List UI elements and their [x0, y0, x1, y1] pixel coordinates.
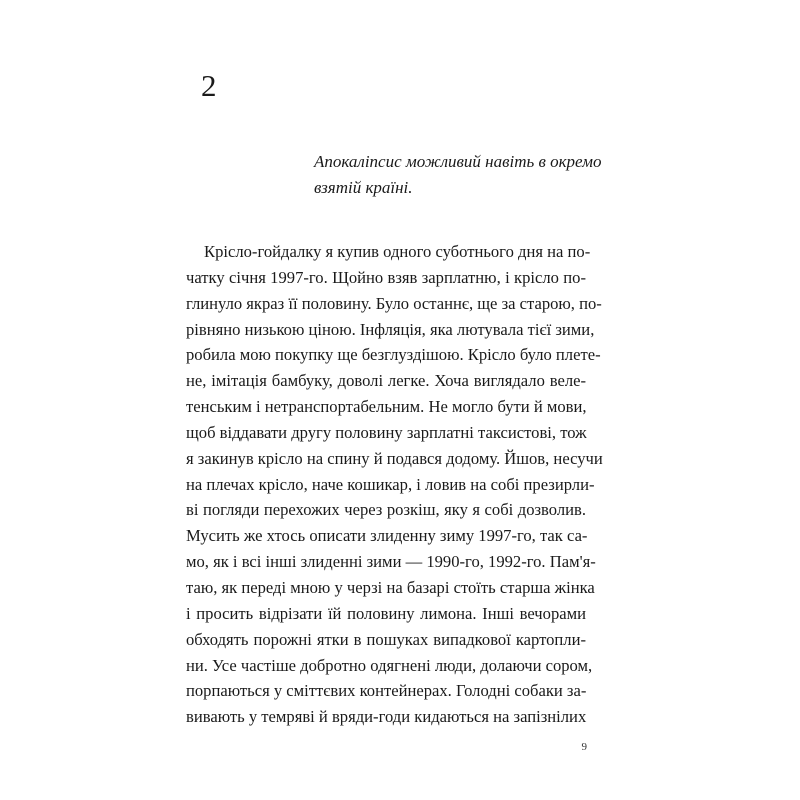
body-line: ві погляди перехожих через розкіш, яку я собі дозволив.	[186, 500, 586, 520]
body-line: таю, як переді мною у черзі на базарі стоїть старша жінка	[186, 577, 595, 597]
body-line: рівняно низькою ціною. Інфляція, яка лютувала тієї зими,	[186, 319, 595, 339]
body-line: Крісло-гойдалку я купив одного суботнього дня на по-	[204, 242, 591, 261]
body-line: на плечах крісло, наче кошикар, і ловив на собі презирли-	[186, 474, 595, 494]
page-number: 9	[581, 741, 587, 753]
chapter-number: 2	[201, 68, 217, 103]
body-line: порпаються у сміттєвих контейнерах. Голодні собаки за-	[186, 681, 587, 701]
epigraph-line: Апокаліпсис можливий навіть в окремо	[314, 152, 602, 171]
body-line: я закинув крісло на спину й подався додому. Йшов, несучи	[186, 448, 603, 468]
body-paragraph	[186, 239, 603, 730]
body-line: щоб віддавати другу половину зарплатні таксистові, тож	[186, 422, 587, 442]
body-line: вивають у темряві й вряди-годи кидаються на запізнілих	[186, 707, 587, 727]
epigraph-line: взятій країні.	[314, 178, 413, 197]
body-line: глинуло якраз її половину. Було останнє, ще за старою, по-	[186, 293, 602, 313]
body-line: робила мою покупку ще безглуздішою. Крісло було плете-	[186, 345, 601, 365]
body-line: чатку січня 1997-го. Щойно взяв зарплатню, і крісло по-	[186, 267, 586, 287]
body-line: обходять порожні ятки в пошуках випадкової картопли-	[186, 629, 586, 649]
epigraph	[314, 149, 614, 201]
body-line: ни. Усе частіше добротно одягнені люди, долаючи сором,	[186, 655, 593, 675]
body-line: не, імітація бамбуку, доволі легке. Хоча виглядало веле-	[186, 371, 586, 391]
body-line: Мусить же хтось описати злиденну зиму 1997-го, так са-	[186, 526, 588, 546]
body-line: тенським і нетранспортабельним. Не могло бути й мови,	[186, 397, 587, 417]
body-line: мо, як і всі інші злиденні зими — 1990-го, 1992-го. Пам'я-	[186, 552, 596, 572]
body-line: і просить відрізати їй половину лимона. Інші вечорами	[186, 603, 586, 623]
